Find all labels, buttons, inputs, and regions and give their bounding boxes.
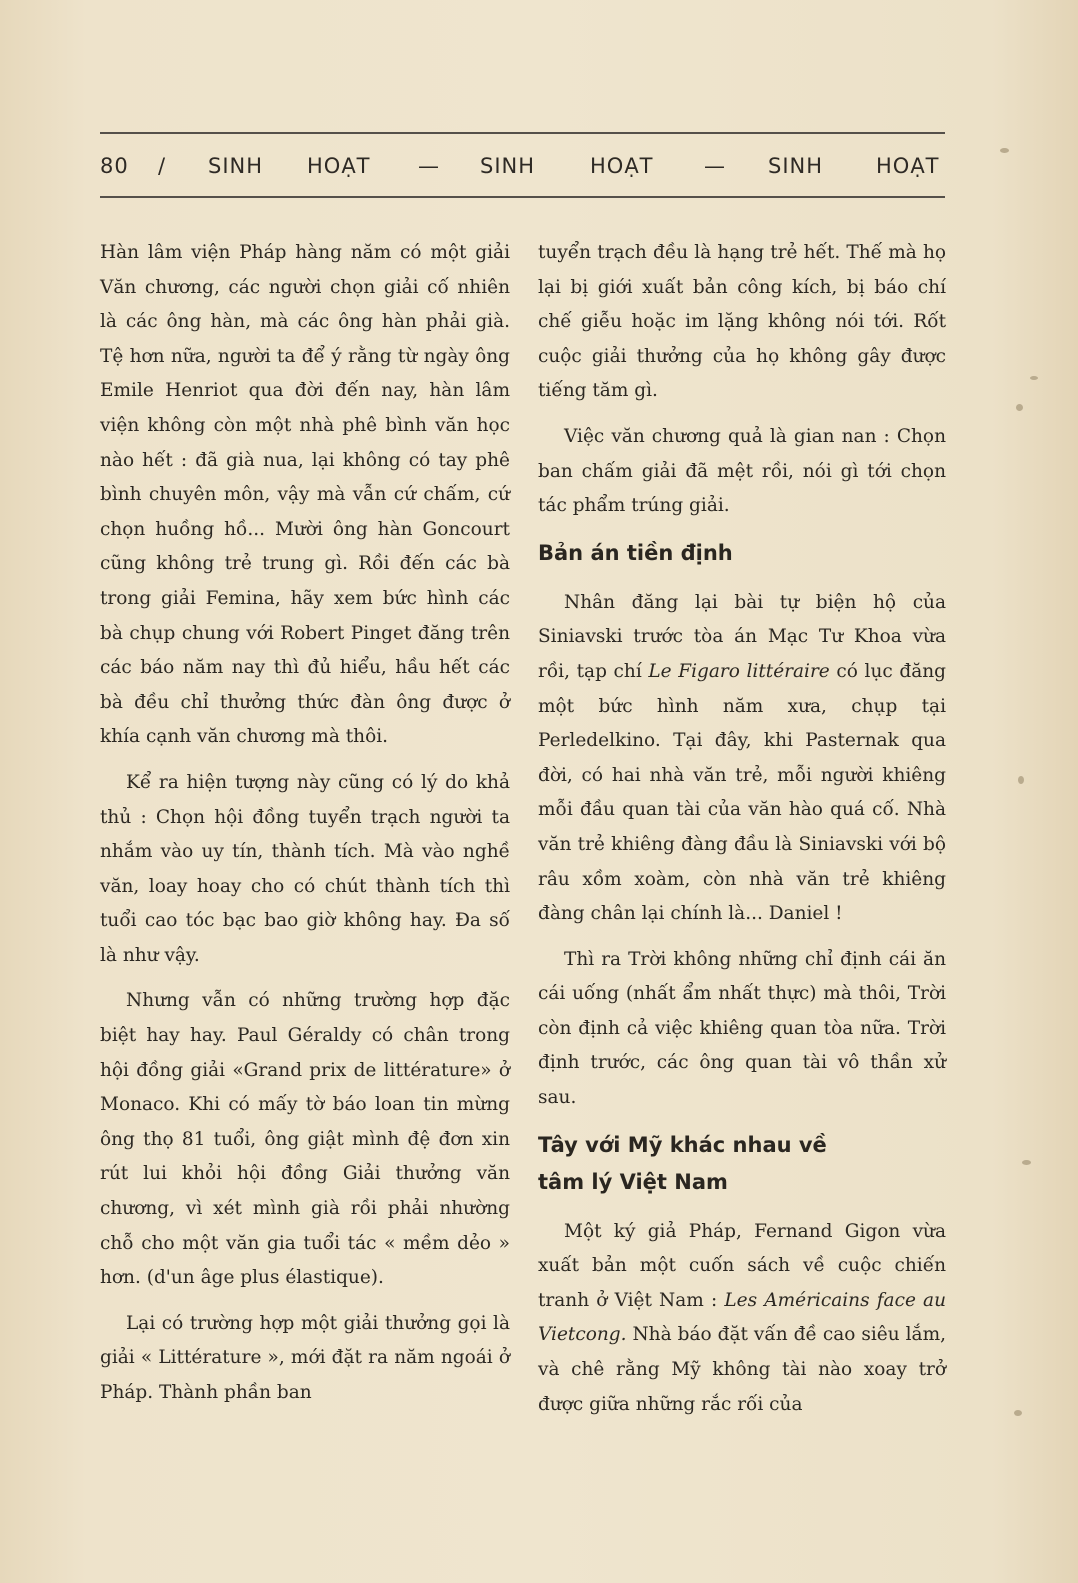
- paper-speck: [1018, 776, 1024, 784]
- paper-speck: [1016, 404, 1023, 411]
- paper-speck: [1030, 376, 1038, 380]
- header-word: HOẠT: [590, 154, 654, 178]
- paragraph: Việc văn chương quả là gian nan : Chọn ban chấm giải đã mệt rồi, nói gì tới chọn tác phẩm trúng giải.: [538, 425, 946, 517]
- right-column: [538, 236, 946, 1433]
- italic-title: Les Américains face au Vietcong.: [538, 1289, 946, 1346]
- header-word: SINH: [480, 154, 536, 178]
- page-number: 80: [100, 154, 129, 178]
- text-run: Nhà báo đặt vấn đề cao siêu lắm, và chê rằng Mỹ không tài nào xoay trở được giữa những rắc rối của: [538, 1324, 946, 1415]
- paragraph: tuyển trạch đều là hạng trẻ hết. Thế mà họ lại bị giới xuất bản công kích, bị báo chí chế giễu hoặc im lặng không nói tới. Rốt cuộc giải thưởng của họ không gây được tiếng tăm gì.: [538, 242, 946, 402]
- section-heading: [538, 1127, 946, 1201]
- header-word: HOẠT: [876, 154, 940, 178]
- text-run: Nhân đăng lại bài tự biện hộ của Siniavski trước tòa án Mạc Tư Khoa vừa rồi, tạp chí: [538, 591, 946, 682]
- paper-speck: [1022, 1160, 1031, 1165]
- left-column: [100, 236, 510, 1422]
- header-slash: /: [158, 154, 167, 178]
- text-run: Một ký giả Pháp, Fernand Gigon vừa xuất bản một cuốn sách về cuộc chiến tranh ở Việt Nam :: [538, 1220, 946, 1311]
- paper-speck: [1000, 148, 1009, 153]
- header-word: SINH: [208, 154, 264, 178]
- section-heading-line: tâm lý Việt Nam: [538, 1169, 728, 1194]
- text-run: có lục đăng một bức hình năm xưa, chụp tại Perledelkino. Tại đây, khi Pasternak qua đời, có hai nhà văn trẻ, mỗi người khiêng mỗi đầu quan tài của văn hào quá cố. Nhà văn trẻ khiêng đàng đầu là Siniavski với bộ râu xồm xoàm, còn nhà văn trẻ khiêng đàng chân lại chính là... Daniel !: [538, 660, 946, 925]
- section-heading: Bản án tiền định: [538, 540, 733, 565]
- header-rule-bottom: [100, 196, 945, 198]
- section-heading-line: Tây với Mỹ khác nhau về: [538, 1132, 827, 1157]
- header-word: SINH: [768, 154, 824, 178]
- header-dash: —: [418, 154, 440, 178]
- running-header: [100, 150, 950, 186]
- paragraph: [538, 1215, 946, 1423]
- paper-speck: [1014, 1410, 1022, 1416]
- paragraph: Nhưng vẫn có những trường hợp đặc biệt hay hay. Paul Géraldy có chân trong hội đồng giải «Grand prix de littérature» ở Monaco. Khi có mấy tờ báo loan tin mừng ông thọ 81 tuổi, ông giật mình đệ đơn xin rút lui khỏi hội đồng Giải thưởng văn chương, vì xét mình già rồi phải nhường chỗ cho một văn gia tuổi tác « mềm dẻo » hơn. (d'un âge plus élastique).: [100, 990, 510, 1289]
- header-dash: —: [704, 154, 726, 178]
- paragraph: Kể ra hiện tượng này cũng có lý do khả thủ : Chọn hội đồng tuyển trạch người ta nhắm vào uy tín, thành tích. Mà vào nghề văn, loay hoay cho có chút thành tích thì tuổi cao tóc bạc bao giờ không hay. Đa số là như vậy.: [100, 771, 510, 966]
- header-rule-top: [100, 132, 945, 134]
- paragraph: Lại có trường hợp một giải thưởng gọi là giải « Littérature », mới đặt ra năm ngoái ở Pháp. Thành phần ban: [100, 1312, 510, 1403]
- italic-title: Le Figaro littéraire: [648, 660, 830, 682]
- paragraph: [538, 586, 946, 932]
- paragraph: Thì ra Trời không những chỉ định cái ăn cái uống (nhất ẩm nhất thực) mà thôi, Trời còn định cả việc khiêng quan tòa nữa. Trời định trước, các ông quan tài vô thần xử sau.: [538, 948, 946, 1109]
- paragraph: Hàn lâm viện Pháp hàng năm có một giải Văn chương, các người chọn giải cố nhiên là các ông hàn, mà các ông hàn phải già. Tệ hơn nữa, người ta để ý rằng từ ngày ông Emile Henriot qua đời đến nay, hàn lâm viện không còn một nhà phê bình văn học nào hết : đã già nua, lại không có tay phê bình chuyên môn, vậy mà vẫn cứ chấm, cứ chọn huồng hồ... Mười ông hàn Goncourt cũng không trẻ trung gì. Rồi đến các bà trong giải Femina, hãy xem bức hình các bà chụp chung với Robert Pinget đăng trên các báo năm nay thì đủ hiểu, hầu hết các bà đều chỉ thưởng thức đàn ông được ở khía cạnh văn chương mà thôi.: [100, 242, 510, 748]
- header-word: HOẠT: [307, 154, 371, 178]
